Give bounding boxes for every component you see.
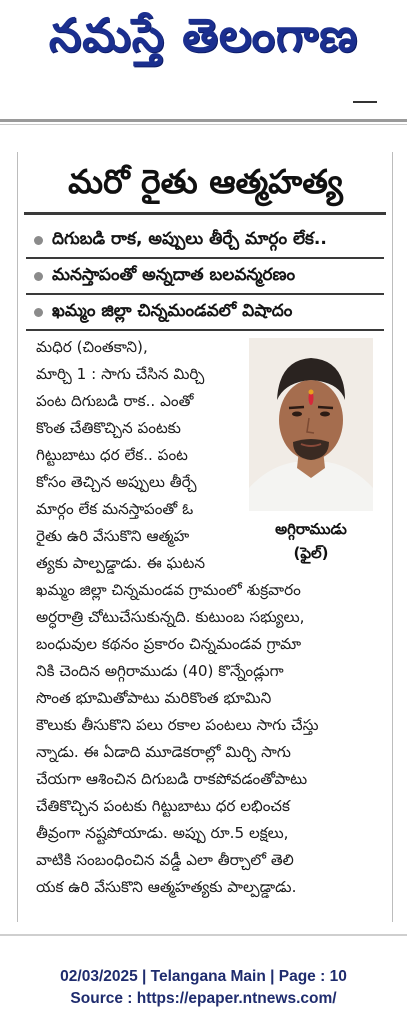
body-line: బంధువుల కథనం ప్రకారం చిన్నమండవ గ్రామా: [36, 635, 302, 653]
edition-info: 02/03/2025 | Telangana Main | Page : 10: [60, 968, 347, 985]
body-line: అర్ధరాత్రి చోటుచేసుకున్నది. కుటుంబ సభ్యులు,: [36, 608, 305, 626]
article-headline: మరో రైతు ఆత్మహత్య: [68, 162, 343, 201]
farmer-photo: [249, 338, 373, 511]
bullet-icon: [34, 236, 43, 245]
body-line: యక ఉరి వేసుకొని ఆత్మహత్యకు పాల్పడ్డాడు.: [36, 878, 297, 896]
body-line: రైతు ఉరి వేసుకొని ఆత్మహ: [36, 527, 190, 545]
article-bottom-rule: [0, 934, 407, 936]
left-column-line: [17, 152, 18, 922]
caption-file-label: (ఫైల్): [293, 544, 329, 562]
subhead-rule: [26, 293, 384, 295]
body-line: గిట్టుబాటు ధర లేక.. పంట: [36, 446, 188, 464]
body-line: మార్గం లేక మనస్తాపంతో ఓ: [36, 500, 194, 518]
subhead-rule: [26, 329, 384, 331]
body-line: న్నాడు. ఈ ఏడాది మూడెకరాల్లో మిర్చి సాగు: [36, 743, 291, 761]
article-body-wide: [36, 577, 374, 901]
body-line: ఖమ్మం జిల్లా చిన్నమండవ గ్రామంలో శుక్రవారం: [36, 581, 301, 599]
bullet-icon: [34, 308, 43, 317]
body-line: మార్చి 1 : సాగు చేసిన మిర్చి: [36, 365, 205, 383]
body-line: వాటికి సంబంధించిన వడ్డీ ఎలా తీర్చాలో తెలి: [36, 851, 294, 869]
body-line: కోసం తెచ్చిన అప్పులు తీర్చే: [36, 473, 197, 491]
body-line: చేయగా ఆశించిన దిగుబడి రాకపోవడంతోపాటు: [36, 770, 308, 788]
newspaper-logo: నమస్తే తెలంగాణ: [48, 8, 359, 62]
body-line: తీవ్రంగా నష్టపోయాడు. అప్పు రూ.5 లక్షలు,: [36, 824, 289, 842]
body-line: చేతికొచ్చిన పంటకు గిట్టుబాటు ధర లభించక: [36, 797, 290, 815]
subhead-3: [30, 298, 380, 328]
article-body-narrow: [36, 334, 240, 577]
subhead-1: [30, 226, 380, 256]
body-line: పంట దిగుబడి రాక.. ఎంతో: [36, 392, 194, 410]
subhead-text: మనస్తాపంతో అన్నదాత బలవన్మరణం: [52, 265, 296, 285]
portrait-image: [249, 338, 373, 511]
body-line: మధిర (చింతకాని),: [36, 338, 148, 356]
caption-name: అగ్గిరాముడు: [275, 520, 347, 538]
bullet-icon: [34, 272, 43, 281]
photo-caption: [249, 517, 373, 565]
headline-rule: [24, 212, 386, 215]
subhead-rule: [26, 257, 384, 259]
body-line: సొంత భూమితోపాటు మరికొంత భూమిని: [36, 689, 272, 707]
subhead-text: దిగుబడి రాక, అప్పులు తీర్చే మార్గం లేక..: [52, 229, 327, 249]
body-line: నికి చెందిన అగ్గిరాముడు (40) కొన్నేండ్లుగా: [36, 662, 284, 680]
subhead-text: ఖమ్మం జిల్లా చిన్నమండవలో విషాదం: [52, 301, 293, 321]
right-column-line: [392, 152, 393, 922]
body-line: కొంత చేతికొచ్చిన పంటకు: [36, 419, 181, 437]
subhead-2: [30, 262, 380, 292]
body-line: కౌలుకు తీసుకొని పలు రకాల పంటలు సాగు చేస్తు: [36, 716, 319, 734]
source-link[interactable]: Source : https://epaper.ntnews.com/: [70, 990, 337, 1007]
masthead: [0, 0, 407, 115]
masthead-rule-thin: [0, 124, 407, 125]
masthead-rule: [0, 119, 407, 122]
masthead-dash: [353, 101, 377, 103]
body-line: త్యకు పాల్పడ్డాడు. ఈ ఘటన: [36, 554, 206, 572]
